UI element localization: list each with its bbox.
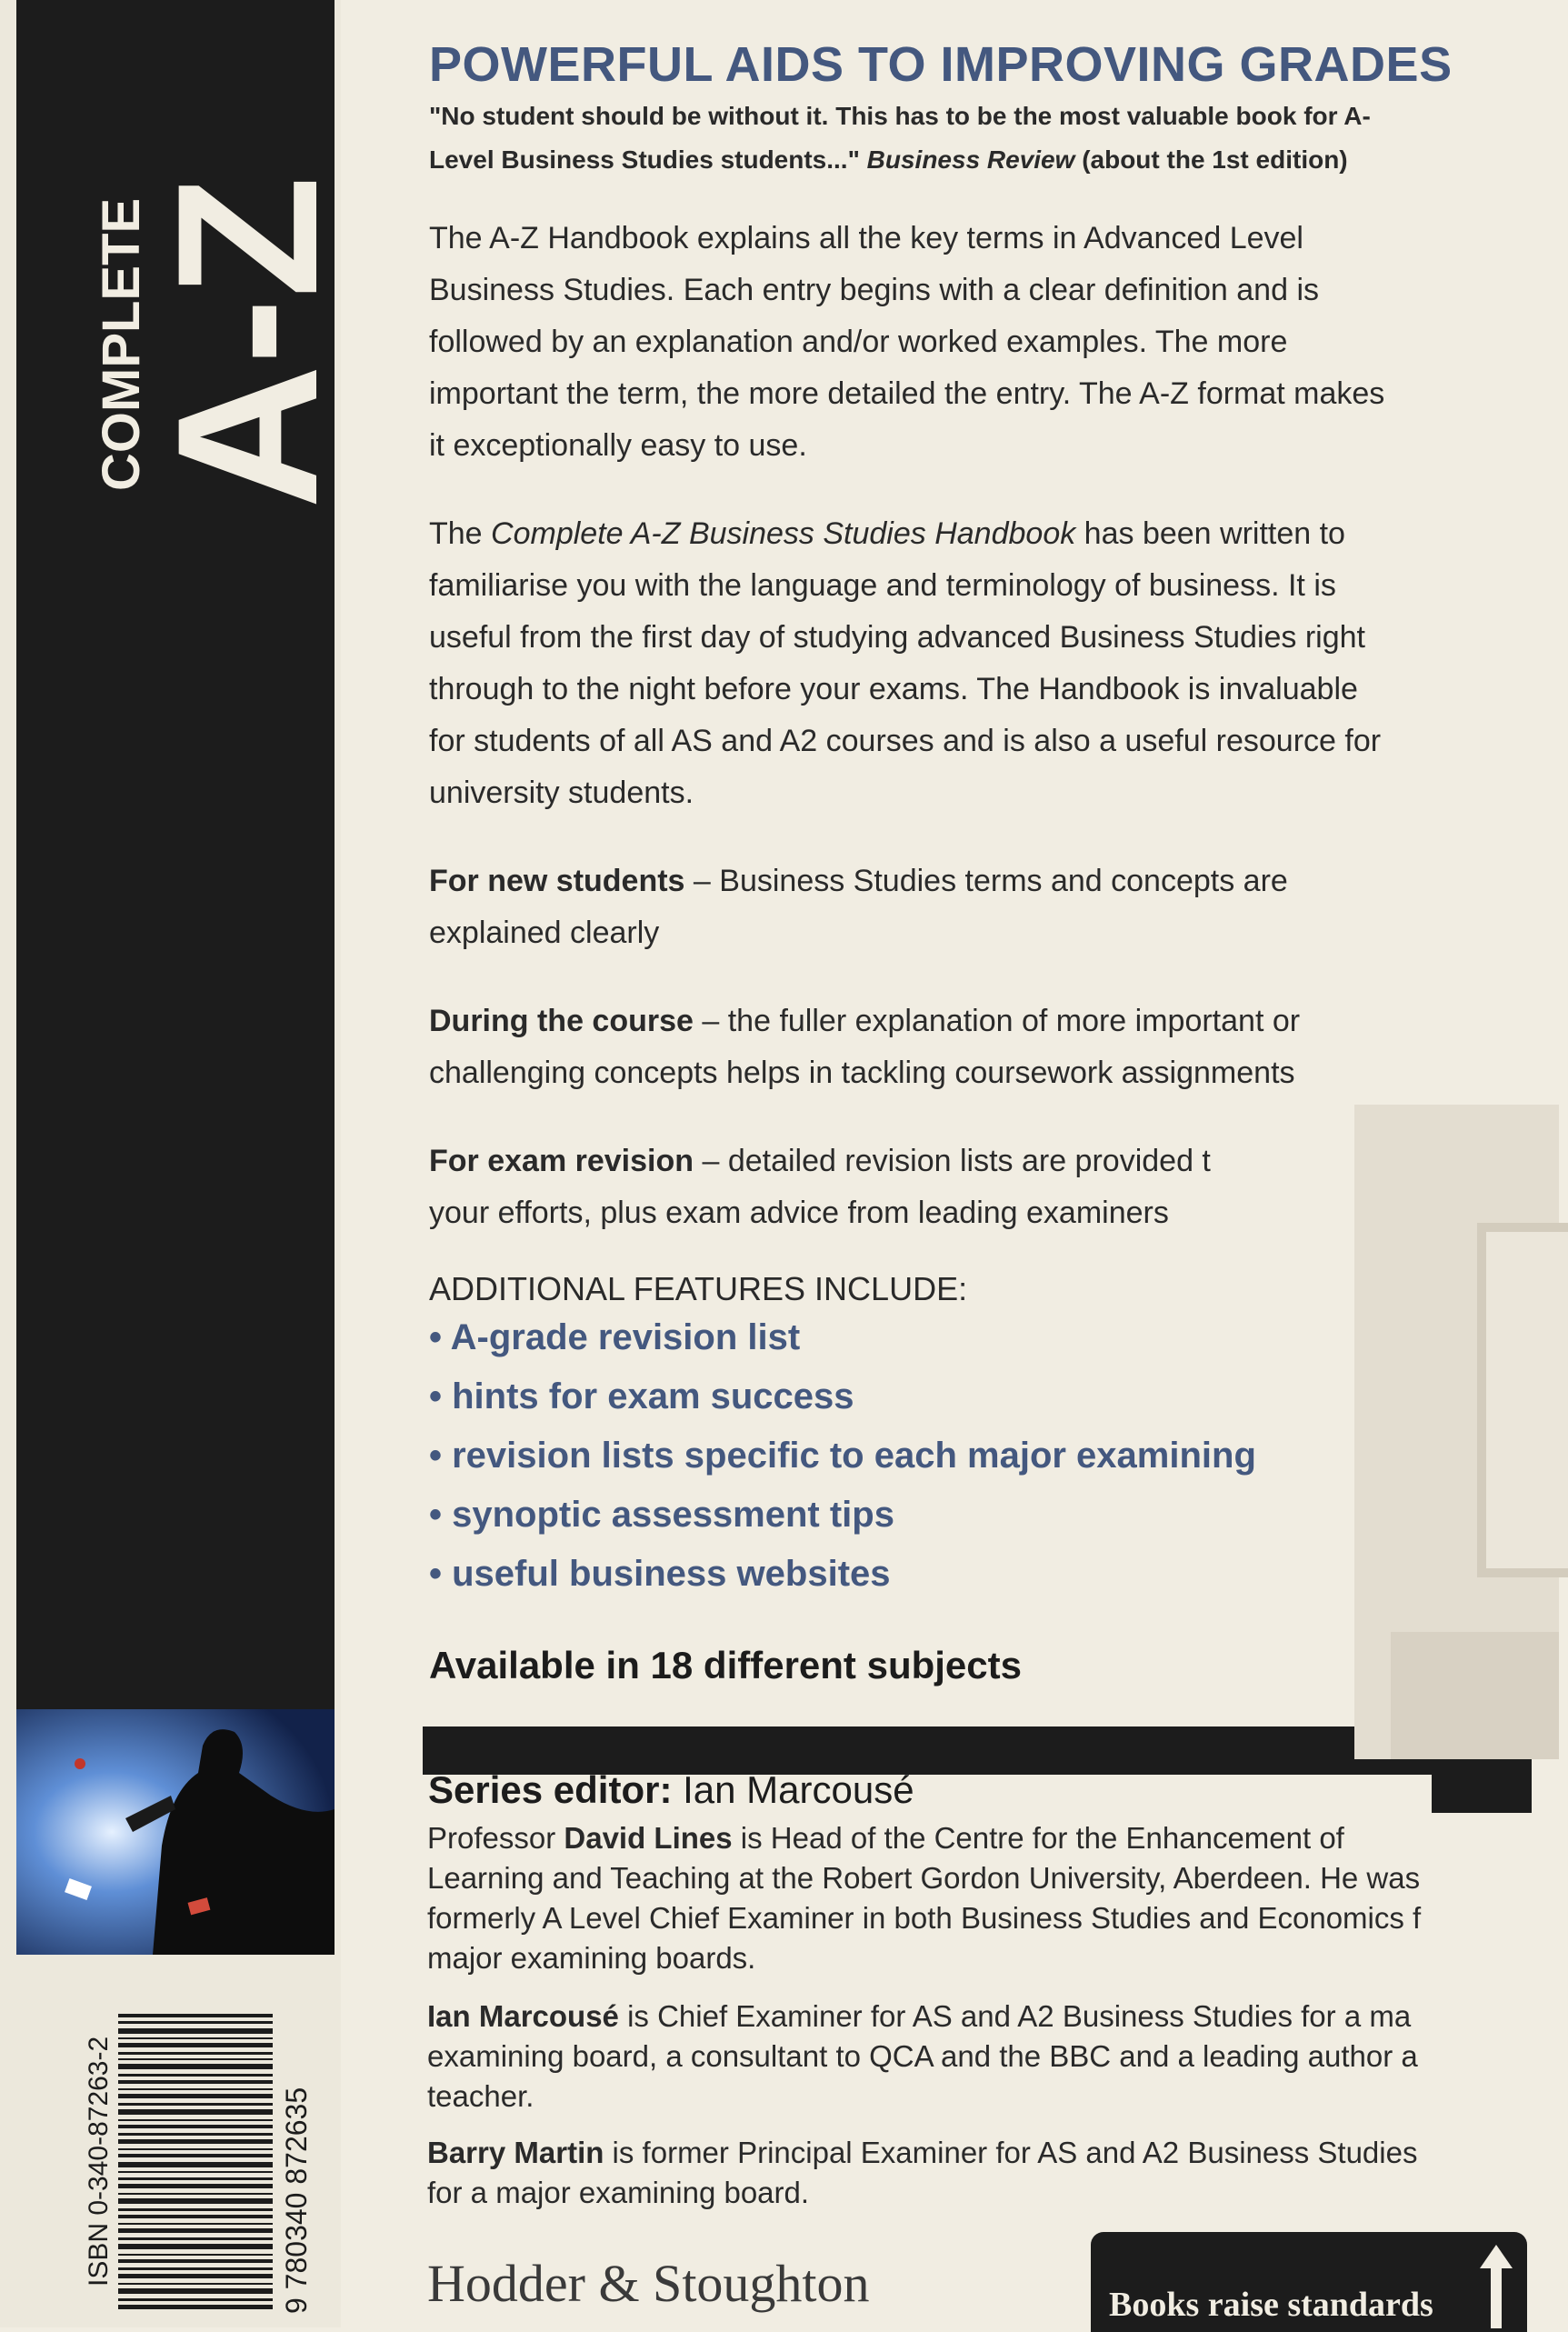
bio-text: is former Principal Examiner for AS and A2 Business Studies: [604, 2136, 1418, 2169]
feature-bullet: • hints for exam success: [429, 1376, 854, 1416]
quote-line-2: [429, 138, 1547, 182]
series-editor-name: Ian Marcousé: [672, 1768, 914, 1811]
books-raise-standards-badge: [1091, 2232, 1527, 2332]
isbn-text: ISBN 0-340-87263-2: [84, 2036, 114, 2287]
intro-line: it exceptionally easy to use.: [429, 428, 807, 463]
feature-during-course: [429, 996, 1547, 1099]
feature-line: [429, 996, 1547, 1047]
bio-barry-martin: [427, 2133, 1509, 2213]
series-editor: [428, 1768, 914, 1812]
quote-text: Level Business Studies students...": [429, 145, 867, 174]
bio-name: Barry Martin: [427, 2136, 604, 2169]
bio-text: is Head of the Centre for the Enhancement of: [732, 1821, 1344, 1855]
publisher-name: Hodder & Stoughton: [427, 2254, 870, 2313]
series-logo-az: A-Z: [135, 175, 359, 509]
feature-line: challenging concepts helps in tackling coursework assignments: [429, 1056, 1295, 1090]
handbook-line: [429, 508, 1547, 560]
bio-line: [427, 1997, 1509, 2037]
barcode-number: 9 780340 872635: [280, 2087, 313, 2314]
review-quote: [429, 95, 1547, 182]
intro-line: Business Studies. Each entry begins with a clear definition and is: [429, 273, 1319, 307]
book-title: Complete A-Z Business Studies Handbook: [491, 516, 1076, 551]
feature-bullet: • A-grade revision list: [429, 1317, 801, 1357]
bio-line: for a major examining board.: [427, 2176, 810, 2209]
handbook-line: familiarise you with the language and terminology of business. It is: [429, 568, 1336, 603]
handbook-text: The: [429, 516, 492, 551]
handbook-line: for students of all AS and A2 courses and is also a useful resource for: [429, 724, 1382, 758]
bio-david-lines: [427, 1818, 1509, 1978]
bio-line: major examining boards.: [427, 1941, 756, 1975]
sticker-worn-patch: [1391, 1632, 1559, 1759]
additional-features-heading: ADDITIONAL FEATURES INCLUDE:: [429, 1270, 968, 1307]
bio-text: is Chief Examiner for AS and A2 Business Studies for a ma: [618, 1999, 1412, 2033]
bio-prefix: Professor: [427, 1821, 564, 1855]
bio-name: Ian Marcousé: [427, 1999, 619, 2033]
feature-label: For exam revision: [429, 1144, 694, 1178]
barcode-area: [73, 2014, 336, 2314]
torn-sticker-residue: [1354, 1105, 1559, 1759]
badge-text: Books raise standards: [1109, 2286, 1433, 2324]
bio-name: David Lines: [564, 1821, 733, 1855]
barcode: [118, 2014, 273, 2314]
available-subjects: Available in 18 different subjects: [429, 1644, 1022, 1686]
intro-line: important the term, the more detailed the entry. The A-Z format makes: [429, 376, 1385, 411]
feature-text: – detailed revision lists are provided t: [694, 1144, 1211, 1178]
feature-label: For new students: [429, 864, 685, 898]
feature-bullet: • revision lists specific to each major examining: [429, 1436, 1256, 1476]
quote-line-1: "No student should be without it. This has to be the most valuable book for A-: [429, 102, 1371, 130]
bio-line: examining board, a consultant to QCA and the BBC and a leading author a: [427, 2039, 1418, 2073]
feature-bullet: • useful business websites: [429, 1554, 891, 1594]
up-arrow-icon: [1480, 2245, 1513, 2328]
intro-line: The A-Z Handbook explains all the key terms in Advanced Level: [429, 221, 1303, 255]
feature-line: explained clearly: [429, 916, 660, 950]
feature-text: – Business Studies terms and concepts are: [684, 864, 1288, 898]
feature-label: During the course: [429, 1004, 694, 1038]
handbook-text: has been written to: [1075, 516, 1345, 551]
bio-line: Learning and Teaching at the Robert Gordon University, Aberdeen. He was: [427, 1861, 1421, 1895]
bio-line: teacher.: [427, 2079, 534, 2113]
feature-bullet: • synoptic assessment tips: [429, 1495, 894, 1535]
feature-text: – the fuller explanation of more important or: [693, 1004, 1301, 1038]
feature-line: [429, 856, 1547, 907]
bio-line: formerly A Level Chief Examiner in both Business Studies and Economics f: [427, 1901, 1422, 1935]
handbook-line: through to the night before your exams. The Handbook is invaluable: [429, 672, 1358, 706]
handbook-line: university students.: [429, 776, 694, 810]
handbook-line: useful from the first day of studying advanced Business Studies right: [429, 620, 1365, 655]
bio-line: [427, 2133, 1509, 2173]
feature-line: your efforts, plus exam advice from leading examiners: [429, 1196, 1169, 1230]
handbook-paragraph: [429, 508, 1547, 819]
sticker-inner-mark: [1477, 1223, 1568, 1577]
series-logo-complete: COMPLETE: [92, 197, 151, 491]
back-cover-spine-strip: [0, 0, 359, 2327]
series-editor-label: Series editor:: [428, 1768, 673, 1811]
intro-paragraph: [429, 213, 1547, 472]
headline: POWERFUL AIDS TO IMPROVING GRADES: [429, 37, 1453, 92]
feature-new-students: [429, 856, 1547, 959]
intro-line: followed by an explanation and/or worked examples. The more: [429, 325, 1288, 359]
series-logo: [16, 0, 359, 509]
bio-line: [427, 1818, 1509, 1858]
bio-ian-marcouse: [427, 1997, 1509, 2117]
quote-note: (about the 1st edition): [1074, 145, 1348, 174]
spine-photo-image: [16, 1709, 335, 1955]
quote-source: Business Review: [866, 145, 1075, 174]
